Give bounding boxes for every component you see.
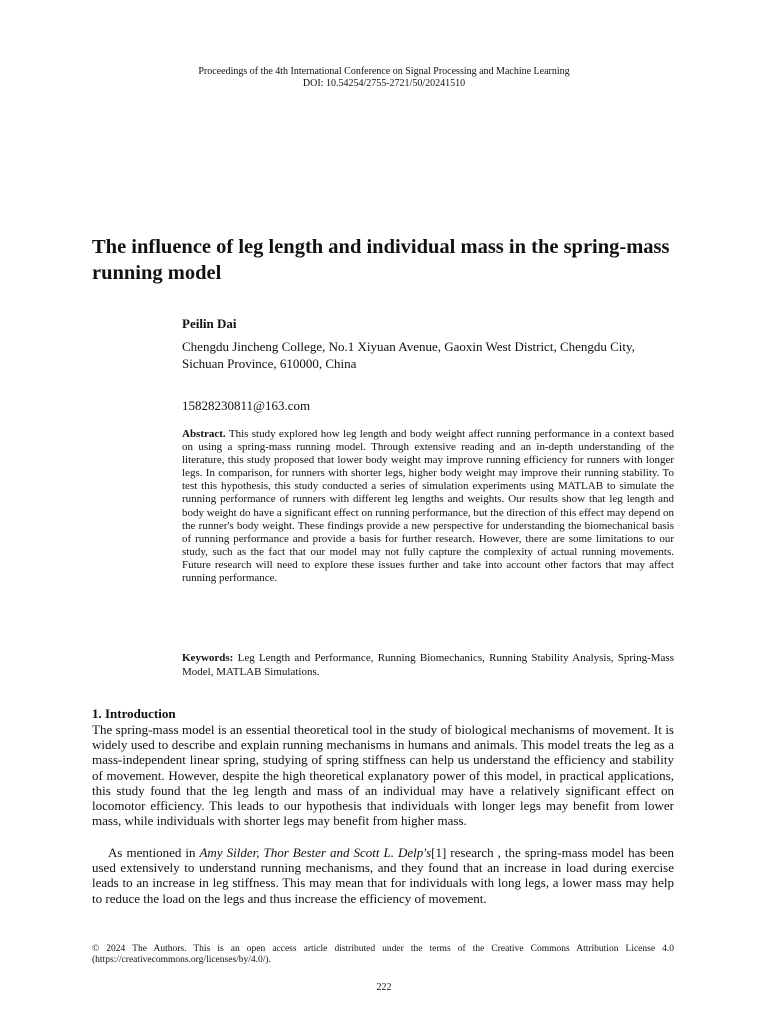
paper-title: The influence of leg length and individual mass in the spring-mass running model — [92, 236, 670, 284]
abstract — [182, 428, 674, 585]
p2-lead: As mentioned in — [108, 845, 200, 860]
proceedings-line: Proceedings of the 4th International Conference on Signal Processing and Machine Learning — [198, 66, 570, 77]
keywords — [182, 652, 674, 679]
abstract-label: Abstract. — [182, 428, 226, 440]
keywords-text: Leg Length and Performance, Running Biomechanics, Running Stability Analysis, Spring-Mass Model, MATLAB Simulations. — [182, 652, 674, 678]
author-email: 15828230811@163.com — [182, 398, 311, 413]
keywords-label: Keywords: — [182, 652, 234, 664]
page-number: 222 — [376, 982, 392, 993]
abstract-text: This study explored how leg length and body weight affect running performance in a context based on using a spring-mass running model. Through extensive reading and an in-depth understanding of the literature, this study proposed that lower body weight may improve running efficiency for runners with longer legs. In comparison, for runners with shorter legs, higher body weight may improve their running stability. To test this hypothesis, this study conducted a series of simulation experiments using MATLAB to simulate the running performance of runners with different leg lengths and weights. Our results show that leg length and body weight do have a significant effect on running performance, but the direction of this effect may depend on the runner's body weight. These findings provide a new perspective for understanding the biomechanical basis of running performance and provide a basis for further research. However, there are some limitations to our study, such as the fact that our model may not fully capture the complexity of actual running movements. Future research will need to explore these issues further and take into account other factors that may affect running performance. — [182, 428, 675, 585]
license-footnote: © 2024 The Authors. This is an open access article distributed under the terms of the Creative Commons Attribution License 4.0 (https://creativecommons.org/licenses/by/4.0/). — [92, 944, 674, 965]
section-heading-introduction: 1. Introduction — [92, 706, 176, 721]
author-affiliation: Chengdu Jincheng College, No.1 Xiyuan Avenue, Gaoxin West District, Chengdu City, Sichuan Province, 610000, China — [182, 339, 635, 371]
intro-paragraph-2 — [92, 845, 674, 906]
p2-rest: [1] research , the spring-mass model has been used extensively to understand running mechanisms, and they found that an increase in load during exercise leads to an increase in leg stiffness. This may mean that for individuals with long legs, a lower mass may help to reduce the load on the legs and thus increase the efficiency of movement. — [92, 845, 675, 906]
author-name: Peilin Dai — [182, 316, 237, 331]
intro-paragraph-1: The spring-mass model is an essential theoretical tool in the study of biological mechanisms of movement. It is widely used to describe and explain running mechanisms in humans and animals. This model treats the leg as a mass-independent linear spring, studying of spring stiffness can help us understand the efficiency and stability of movement. However, despite the high theoretical explanatory power of this model, in practical applications, this study found that the leg length and mass of an individual may have a relatively significant effect on locomotor efficiency. This leads to our hypothesis that individuals with longer legs may benefit from lower mass, while individuals with shorter legs may benefit from higher mass. — [92, 722, 674, 829]
running-header — [0, 66, 768, 89]
doi-line: DOI: 10.54254/2755-2721/50/20241510 — [302, 77, 466, 89]
cited-authors: Amy Silder, Thor Bester and Scott L. Delp's — [199, 845, 432, 860]
